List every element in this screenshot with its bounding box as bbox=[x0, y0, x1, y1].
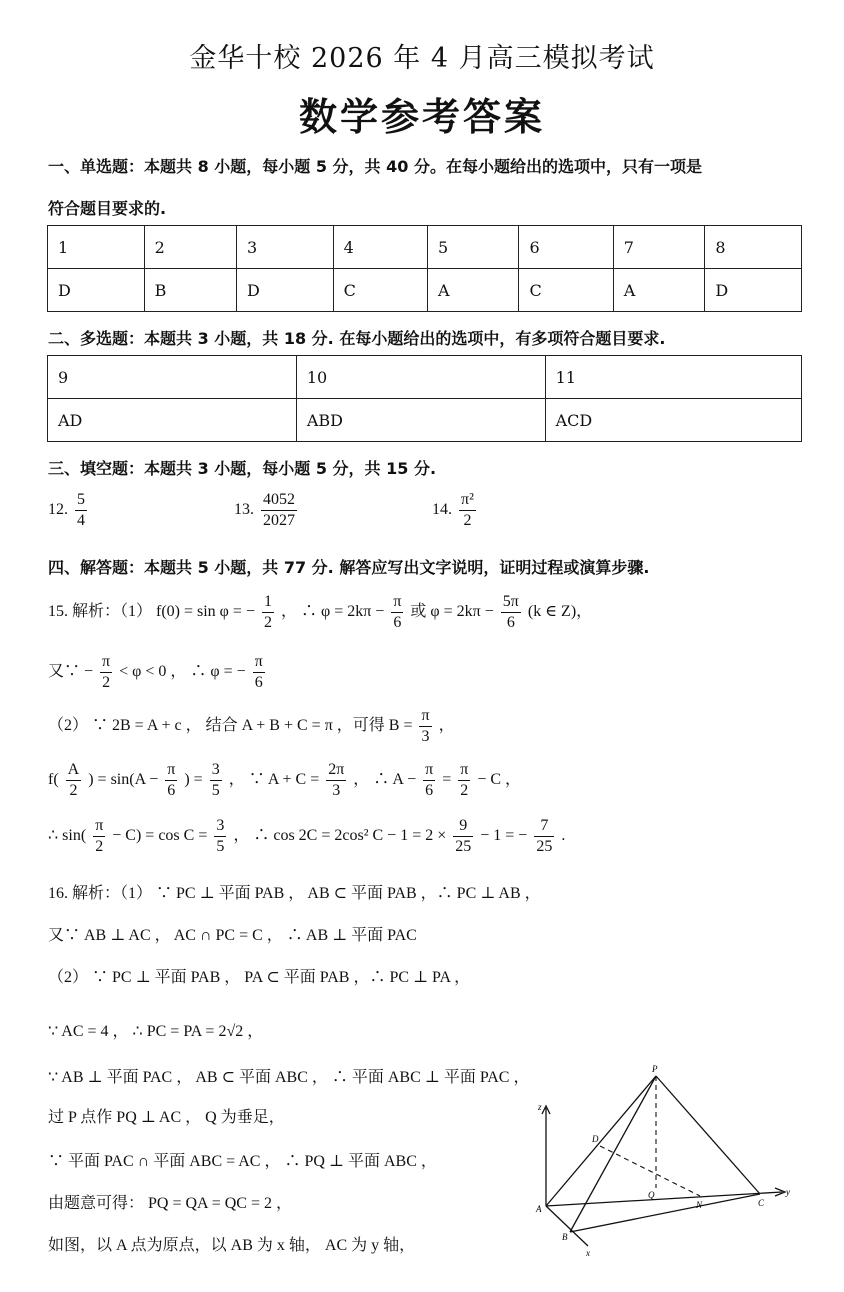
denominator: 6 bbox=[254, 674, 263, 691]
text: − C ， bbox=[477, 771, 522, 789]
numerator: 3 bbox=[214, 816, 226, 837]
text: 又∵ − bbox=[48, 663, 94, 681]
answer-cell: ACD bbox=[545, 399, 801, 442]
fraction bbox=[75, 490, 87, 531]
text: ) = sin(A − bbox=[88, 771, 159, 789]
fill-answer-12 bbox=[48, 490, 90, 531]
q16-line9: 如图，以 A 点为原点，以 AB 为 x 轴， AC 为 y 轴， bbox=[48, 1237, 416, 1254]
denominator: 6 bbox=[167, 782, 176, 799]
denominator: 2 bbox=[460, 782, 469, 799]
fraction bbox=[459, 490, 476, 531]
edge-pa bbox=[546, 1076, 656, 1206]
q15-line5 bbox=[48, 816, 565, 857]
fraction bbox=[419, 706, 431, 747]
pyramid-diagram bbox=[520, 1062, 800, 1262]
edge-pb bbox=[570, 1076, 656, 1232]
denominator: 5 bbox=[211, 782, 220, 799]
question-number: 5 bbox=[427, 226, 519, 269]
text: （2） ∵ 2B = A + c ， 结合 A + B + C = π ，可得 B = bbox=[48, 717, 413, 735]
denominator: 2 bbox=[463, 512, 472, 529]
answer-cell: D bbox=[237, 269, 334, 312]
fraction bbox=[326, 760, 346, 801]
line-dn bbox=[600, 1146, 700, 1196]
q16-line6: 过 P 点作 PQ ⊥ AC ， Q 为垂足， bbox=[48, 1109, 285, 1126]
question-number: 4 bbox=[333, 226, 427, 269]
label-z: z bbox=[538, 1102, 542, 1112]
question-number: 11 bbox=[545, 356, 801, 399]
fill-answer-14 bbox=[432, 490, 479, 531]
text: = bbox=[442, 771, 452, 789]
denominator: 4 bbox=[77, 512, 85, 529]
q16-line8: 由题意可得： PQ = QA = QC = 2 ， bbox=[48, 1195, 292, 1212]
label-b: B bbox=[562, 1232, 568, 1242]
edge-pc bbox=[656, 1076, 760, 1194]
question-number: 2 bbox=[144, 226, 236, 269]
numerator: 2π bbox=[326, 760, 346, 781]
q16-line2: 又∵ AB ⊥ AC ， AC ∩ PC = C ， ∴ AB ⊥ 平面 PAC bbox=[48, 927, 417, 944]
denominator: 25 bbox=[536, 838, 553, 855]
numerator: π bbox=[165, 760, 177, 781]
q15-line3 bbox=[48, 706, 455, 747]
text: . bbox=[561, 827, 566, 845]
exam-title: 金华十校 2026 年 4 月高三模拟考试 bbox=[189, 43, 655, 74]
numerator: π bbox=[100, 652, 112, 673]
q15-line1 bbox=[48, 592, 592, 633]
answer-cell: C bbox=[333, 269, 427, 312]
multi-choice-table bbox=[47, 355, 802, 442]
fraction bbox=[253, 652, 265, 693]
label-c: C bbox=[758, 1198, 765, 1208]
text: ， bbox=[438, 717, 455, 735]
fraction bbox=[210, 760, 222, 801]
denominator: 2027 bbox=[263, 512, 295, 529]
text: 或 φ = 2kπ − bbox=[410, 603, 494, 621]
numerator: π bbox=[253, 652, 265, 673]
denominator: 2 bbox=[263, 614, 272, 631]
fraction bbox=[93, 816, 105, 857]
q16-line1: 16. 解析：（1） ∵ PC ⊥ 平面 PAB ， AB ⊂ 平面 PAB ，∴ PC ⊥ AB ， bbox=[48, 885, 541, 902]
fraction bbox=[453, 816, 473, 857]
text: ) = bbox=[184, 771, 203, 789]
question-number: 10 bbox=[296, 356, 545, 399]
fraction bbox=[423, 760, 435, 801]
section2-heading: 二、多选题：本题共 3 小题，共 18 分. 在每小题给出的选项中，有多项符合题目要求. bbox=[48, 329, 666, 348]
question-number: 6 bbox=[519, 226, 613, 269]
q15-line4 bbox=[48, 760, 521, 801]
text: ∴ sin( bbox=[48, 827, 87, 845]
numerator: 5 bbox=[75, 490, 87, 511]
label-y: y bbox=[786, 1187, 790, 1197]
denominator: 2 bbox=[95, 838, 104, 855]
answer-cell: AD bbox=[48, 399, 297, 442]
fraction bbox=[391, 592, 403, 633]
numerator: π bbox=[423, 760, 435, 781]
question-label: 14. bbox=[432, 501, 452, 519]
text: f( bbox=[48, 771, 59, 789]
label-d: D bbox=[592, 1134, 599, 1144]
text: ， ∴ φ = 2kπ − bbox=[280, 603, 385, 621]
fraction bbox=[261, 490, 297, 531]
fill-answer-13 bbox=[234, 490, 300, 531]
fraction bbox=[100, 652, 112, 693]
denominator: 6 bbox=[393, 614, 402, 631]
denominator: 25 bbox=[455, 838, 472, 855]
section3-heading: 三、填空题：本题共 3 小题，每小题 5 分，共 15 分. bbox=[48, 459, 437, 478]
fraction bbox=[534, 816, 554, 857]
answer-cell: A bbox=[427, 269, 519, 312]
denominator: 2 bbox=[69, 782, 78, 799]
numerator: 7 bbox=[534, 816, 554, 837]
table-row bbox=[48, 269, 802, 312]
numerator: 3 bbox=[210, 760, 222, 781]
denominator: 6 bbox=[506, 614, 515, 631]
answer-key-title: 数学参考答案 bbox=[298, 95, 545, 139]
numerator: 1 bbox=[262, 592, 274, 613]
denominator: 3 bbox=[421, 728, 430, 745]
numerator: π² bbox=[459, 490, 476, 511]
denominator: 5 bbox=[216, 838, 225, 855]
answer-cell: D bbox=[705, 269, 802, 312]
numerator: π bbox=[93, 816, 105, 837]
numerator: 9 bbox=[453, 816, 473, 837]
fraction bbox=[501, 592, 521, 633]
question-label: 12. bbox=[48, 501, 68, 519]
label-q: Q bbox=[648, 1190, 655, 1200]
fraction bbox=[262, 592, 274, 633]
label-n: N bbox=[696, 1200, 703, 1210]
answer-cell: B bbox=[144, 269, 236, 312]
table-row bbox=[48, 356, 802, 399]
text: ， ∴ A − bbox=[353, 771, 417, 789]
edge-bc bbox=[570, 1194, 760, 1232]
question-number: 8 bbox=[705, 226, 802, 269]
denominator: 2 bbox=[102, 674, 111, 691]
question-number: 3 bbox=[237, 226, 334, 269]
label-x: x bbox=[586, 1248, 590, 1258]
fraction bbox=[165, 760, 177, 801]
denominator: 3 bbox=[332, 782, 341, 799]
text: < φ < 0 ， ∴ φ = − bbox=[119, 663, 246, 681]
answer-cell: ABD bbox=[296, 399, 545, 442]
question-number: 1 bbox=[48, 226, 145, 269]
text: (k ∈ Z)， bbox=[527, 603, 593, 621]
fraction bbox=[214, 816, 226, 857]
answer-cell: C bbox=[519, 269, 613, 312]
denominator: 6 bbox=[425, 782, 434, 799]
numerator: π bbox=[419, 706, 431, 727]
q16-line3: （2） ∵ PC ⊥ 平面 PAB ， PA ⊂ 平面 PAB ，∴ PC ⊥ PA ， bbox=[48, 969, 471, 986]
table-row bbox=[48, 226, 802, 269]
table-row bbox=[48, 399, 802, 442]
q16-line5: ∵ AB ⊥ 平面 PAC ， AB ⊂ 平面 ABC ， ∴ 平面 ABC ⊥ 平面 PAC ， bbox=[48, 1069, 530, 1086]
q16-line7: ∵ 平面 PAC ∩ 平面 ABC = AC ， ∴ PQ ⊥ 平面 ABC ， bbox=[48, 1153, 437, 1170]
section4-heading: 四、解答题：本题共 5 小题，共 77 分. 解答应写出文字说明，证明过程或演算步骤. bbox=[48, 558, 650, 577]
label-p: P bbox=[652, 1064, 658, 1074]
question-number: 7 bbox=[613, 226, 705, 269]
answer-cell: D bbox=[48, 269, 145, 312]
numerator: π bbox=[391, 592, 403, 613]
question-label: 13. bbox=[234, 501, 254, 519]
text: − 1 = − bbox=[480, 827, 528, 845]
numerator: 5π bbox=[501, 592, 521, 613]
text: 15. 解析：（1） f(0) = sin φ = − bbox=[48, 603, 255, 621]
text: ， ∵ A + C = bbox=[228, 771, 320, 789]
ac-line bbox=[546, 1192, 782, 1206]
label-a: A bbox=[536, 1204, 542, 1214]
answer-cell: A bbox=[613, 269, 705, 312]
text: − C) = cos C = bbox=[112, 827, 208, 845]
numerator: π bbox=[458, 760, 470, 781]
fraction bbox=[458, 760, 470, 801]
section1-heading: 一、单选题：本题共 8 小题，每小题 5 分，共 40 分。在每小题给出的选项中，只有一项是 bbox=[48, 157, 702, 176]
section1-heading-cont: 符合题目要求的. bbox=[48, 199, 167, 218]
question-number: 9 bbox=[48, 356, 297, 399]
single-choice-table bbox=[47, 225, 802, 312]
fraction bbox=[66, 760, 82, 801]
q16-line4: ∵ AC = 4 ， ∴ PC = PA = 2√2 ， bbox=[48, 1023, 264, 1040]
q15-line2 bbox=[48, 652, 268, 693]
numerator: A bbox=[66, 760, 82, 781]
numerator: 4052 bbox=[261, 490, 297, 511]
text: ， ∴ cos 2C = 2cos² C − 1 = 2 × bbox=[233, 827, 447, 845]
